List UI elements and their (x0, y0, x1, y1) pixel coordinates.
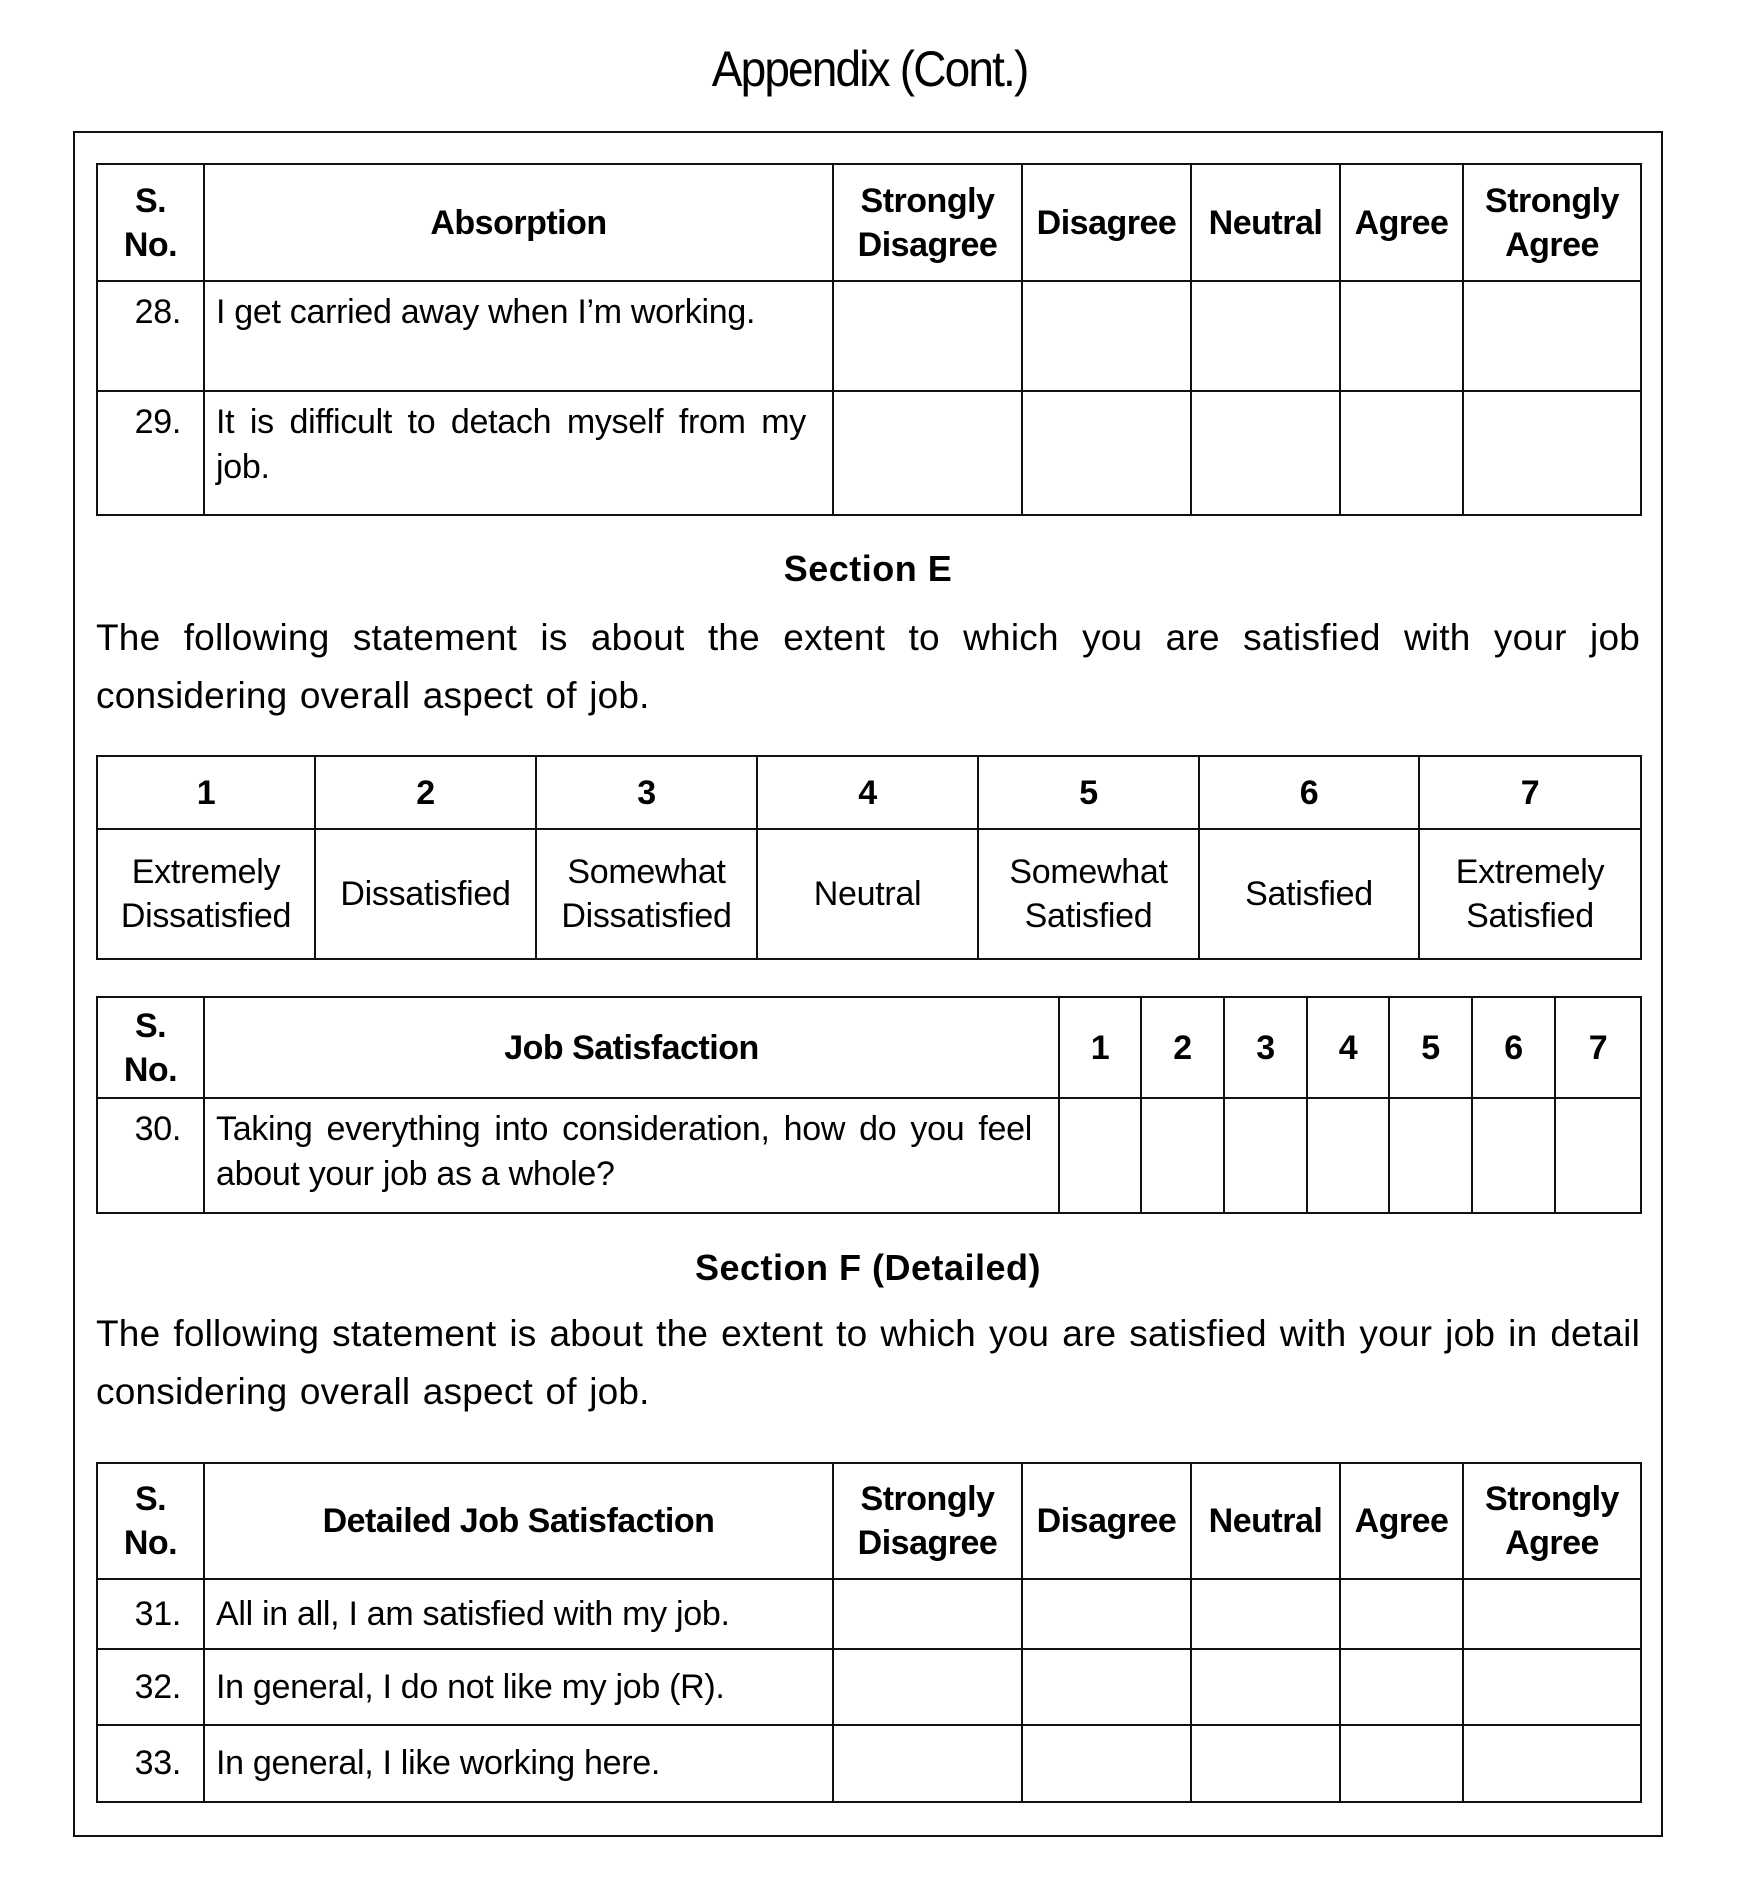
option-header-4: 4 (1307, 997, 1389, 1098)
category-header: Job Satisfaction (204, 997, 1059, 1098)
row-statement: In general, I do not like my job (R). (204, 1649, 833, 1725)
row-statement: I get carried away when I’m working. (204, 281, 833, 391)
response-cell-disagree[interactable] (1022, 1725, 1191, 1802)
row-number: 28. (97, 281, 204, 391)
response-cell-strongly-agree[interactable] (1463, 1649, 1641, 1725)
response-cell-7[interactable] (1555, 1098, 1641, 1213)
page-title (0, 40, 1740, 98)
response-cell-2[interactable] (1141, 1098, 1224, 1213)
option-header-neutral: Neutral (1191, 1463, 1340, 1579)
row-number: 29. (97, 391, 204, 515)
response-cell-neutral[interactable] (1191, 1579, 1340, 1649)
option-header-1: 1 (1059, 997, 1141, 1098)
response-cell-agree[interactable] (1340, 281, 1463, 391)
option-header-5: 5 (1389, 997, 1472, 1098)
table-header-row (97, 1463, 1641, 1579)
scale-label: Dissatisfied (315, 829, 536, 959)
scale-value: 3 (536, 756, 757, 829)
row-number: 31. (97, 1579, 204, 1649)
response-cell-strongly-disagree[interactable] (833, 281, 1022, 391)
scale-label: Extremely Dissatisfied (97, 829, 315, 959)
response-cell-agree[interactable] (1340, 391, 1463, 515)
response-cell-6[interactable] (1472, 1098, 1555, 1213)
scale-labels-row (97, 829, 1641, 959)
scale-value: 4 (757, 756, 978, 829)
option-header-agree: Agree (1340, 1463, 1463, 1579)
option-header-disagree: Disagree (1022, 164, 1191, 281)
table-row (97, 281, 1641, 391)
row-statement: In general, I like working here. (204, 1725, 833, 1802)
table-row (97, 1725, 1641, 1802)
scale-values-row (97, 756, 1641, 829)
row-statement: All in all, I am satisfied with my job. (204, 1579, 833, 1649)
row-statement: Taking everything into consideration, how do you feel about your job as a whole? (204, 1098, 1059, 1213)
response-cell-4[interactable] (1307, 1098, 1389, 1213)
scale-label: Somewhat Satisfied (978, 829, 1199, 959)
response-cell-strongly-disagree[interactable] (833, 391, 1022, 515)
response-cell-agree[interactable] (1340, 1649, 1463, 1725)
table-header-row (97, 997, 1641, 1098)
row-number: 32. (97, 1649, 204, 1725)
response-cell-strongly-agree[interactable] (1463, 1725, 1641, 1802)
response-cell-disagree[interactable] (1022, 1579, 1191, 1649)
section-f-heading: Section F (Detailed) (694, 1247, 1042, 1288)
option-header-2: 2 (1141, 997, 1224, 1098)
absorption-table (96, 163, 1642, 516)
section-f-description: The following statement is about the extent to which you are satisfied with your job in detail considering overall aspect of job. (96, 1313, 1640, 1412)
scale-value: 2 (315, 756, 536, 829)
option-header-agree: Agree (1340, 164, 1463, 281)
response-cell-strongly-disagree[interactable] (833, 1579, 1022, 1649)
option-header-strongly-agree: Strongly Agree (1463, 164, 1641, 281)
job-satisfaction-table (96, 996, 1642, 1214)
response-cell-disagree[interactable] (1022, 391, 1191, 515)
response-cell-strongly-agree[interactable] (1463, 391, 1641, 515)
option-header-3: 3 (1224, 997, 1307, 1098)
table-header-row (97, 164, 1641, 281)
response-cell-strongly-disagree[interactable] (833, 1649, 1022, 1725)
scale-label: Somewhat Dissatisfied (536, 829, 757, 959)
response-cell-neutral[interactable] (1191, 1725, 1340, 1802)
sno-header: S. No. (97, 1463, 204, 1579)
row-number: 30. (97, 1098, 204, 1213)
response-cell-disagree[interactable] (1022, 281, 1191, 391)
scale-label: Satisfied (1199, 829, 1419, 959)
option-header-disagree: Disagree (1022, 1463, 1191, 1579)
scale-label: Extremely Satisfied (1419, 829, 1641, 959)
table-row (97, 1098, 1641, 1213)
page-title-text: Appendix (Cont.) (712, 41, 1028, 97)
row-statement: It is difficult to detach myself from my job. (204, 391, 833, 515)
table-row (97, 1579, 1641, 1649)
option-header-strongly-disagree: Strongly Disagree (833, 164, 1022, 281)
category-header: Absorption (204, 164, 833, 281)
response-cell-strongly-agree[interactable] (1463, 1579, 1641, 1649)
response-cell-neutral[interactable] (1191, 281, 1340, 391)
sno-header: S. No. (97, 164, 204, 281)
option-header-strongly-disagree: Strongly Disagree (833, 1463, 1022, 1579)
option-header-6: 6 (1472, 997, 1555, 1098)
response-cell-1[interactable] (1059, 1098, 1141, 1213)
response-cell-neutral[interactable] (1191, 1649, 1340, 1725)
option-header-strongly-agree: Strongly Agree (1463, 1463, 1641, 1579)
satisfaction-scale-table (96, 755, 1642, 960)
scale-value: 5 (978, 756, 1199, 829)
sno-header: S. No. (97, 997, 204, 1098)
response-cell-strongly-disagree[interactable] (833, 1725, 1022, 1802)
response-cell-agree[interactable] (1340, 1725, 1463, 1802)
section-e-heading: Section E (783, 548, 953, 589)
response-cell-disagree[interactable] (1022, 1649, 1191, 1725)
response-cell-agree[interactable] (1340, 1579, 1463, 1649)
detailed-job-satisfaction-table (96, 1462, 1642, 1803)
scale-value: 1 (97, 756, 315, 829)
table-row (97, 1649, 1641, 1725)
response-cell-5[interactable] (1389, 1098, 1472, 1213)
row-number: 33. (97, 1725, 204, 1802)
scale-value: 7 (1419, 756, 1641, 829)
response-cell-3[interactable] (1224, 1098, 1307, 1213)
scale-value: 6 (1199, 756, 1419, 829)
response-cell-neutral[interactable] (1191, 391, 1340, 515)
option-header-7: 7 (1555, 997, 1641, 1098)
table-row (97, 391, 1641, 515)
scale-label: Neutral (757, 829, 978, 959)
response-cell-strongly-agree[interactable] (1463, 281, 1641, 391)
section-e-description: The following statement is about the extent to which you are satisfied with your job considering overall aspect of job. (96, 617, 1640, 716)
category-header: Detailed Job Satisfaction (204, 1463, 833, 1579)
option-header-neutral: Neutral (1191, 164, 1340, 281)
